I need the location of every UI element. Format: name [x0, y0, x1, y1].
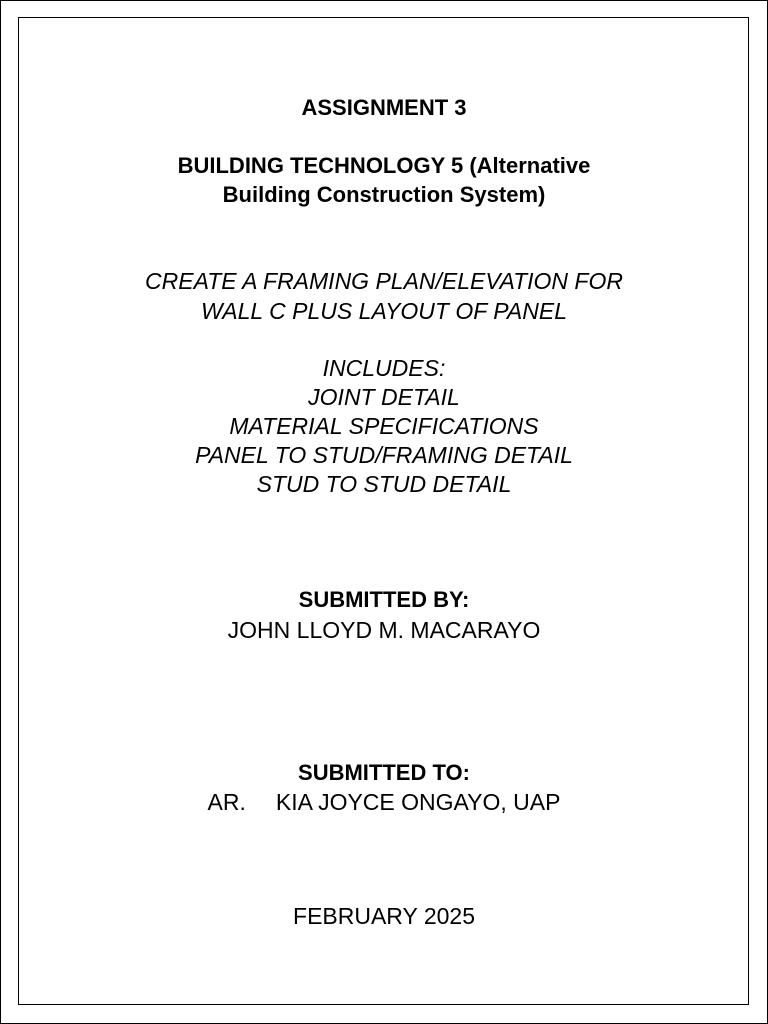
- includes-item-material-specifications: MATERIAL SPECIFICATIONS: [229, 413, 539, 439]
- submitted-to-name: KIA JOYCE ONGAYO, UAP: [275, 789, 561, 815]
- course-title-line1: BUILDING TECHNOLOGY 5 (Alternative: [177, 153, 591, 178]
- submitted-by-name: JOHN LLOYD M. MACARAYO: [227, 617, 541, 643]
- assignment-title: ASSIGNMENT 3: [301, 95, 467, 120]
- includes-item-panel-to-stud: PANEL TO STUD/FRAMING DETAIL: [195, 442, 573, 468]
- includes-heading: INCLUDES:: [322, 355, 446, 381]
- submitted-to-honorific: AR.: [207, 789, 246, 815]
- task-line2: WALL C PLUS LAYOUT OF PANEL: [200, 298, 567, 324]
- submitted-to-label: SUBMITTED TO:: [298, 760, 470, 785]
- submission-date: FEBRUARY 2025: [293, 903, 475, 929]
- task-line1: CREATE A FRAMING PLAN/ELEVATION FOR: [145, 268, 623, 294]
- includes-item-stud-to-stud: STUD TO STUD DETAIL: [256, 471, 512, 497]
- submitted-by-label: SUBMITTED BY:: [298, 587, 470, 612]
- includes-item-joint-detail: JOINT DETAIL: [308, 384, 460, 410]
- submitted-to-name-row: [0, 789, 768, 816]
- course-title-line2: Building Construction System): [222, 182, 546, 207]
